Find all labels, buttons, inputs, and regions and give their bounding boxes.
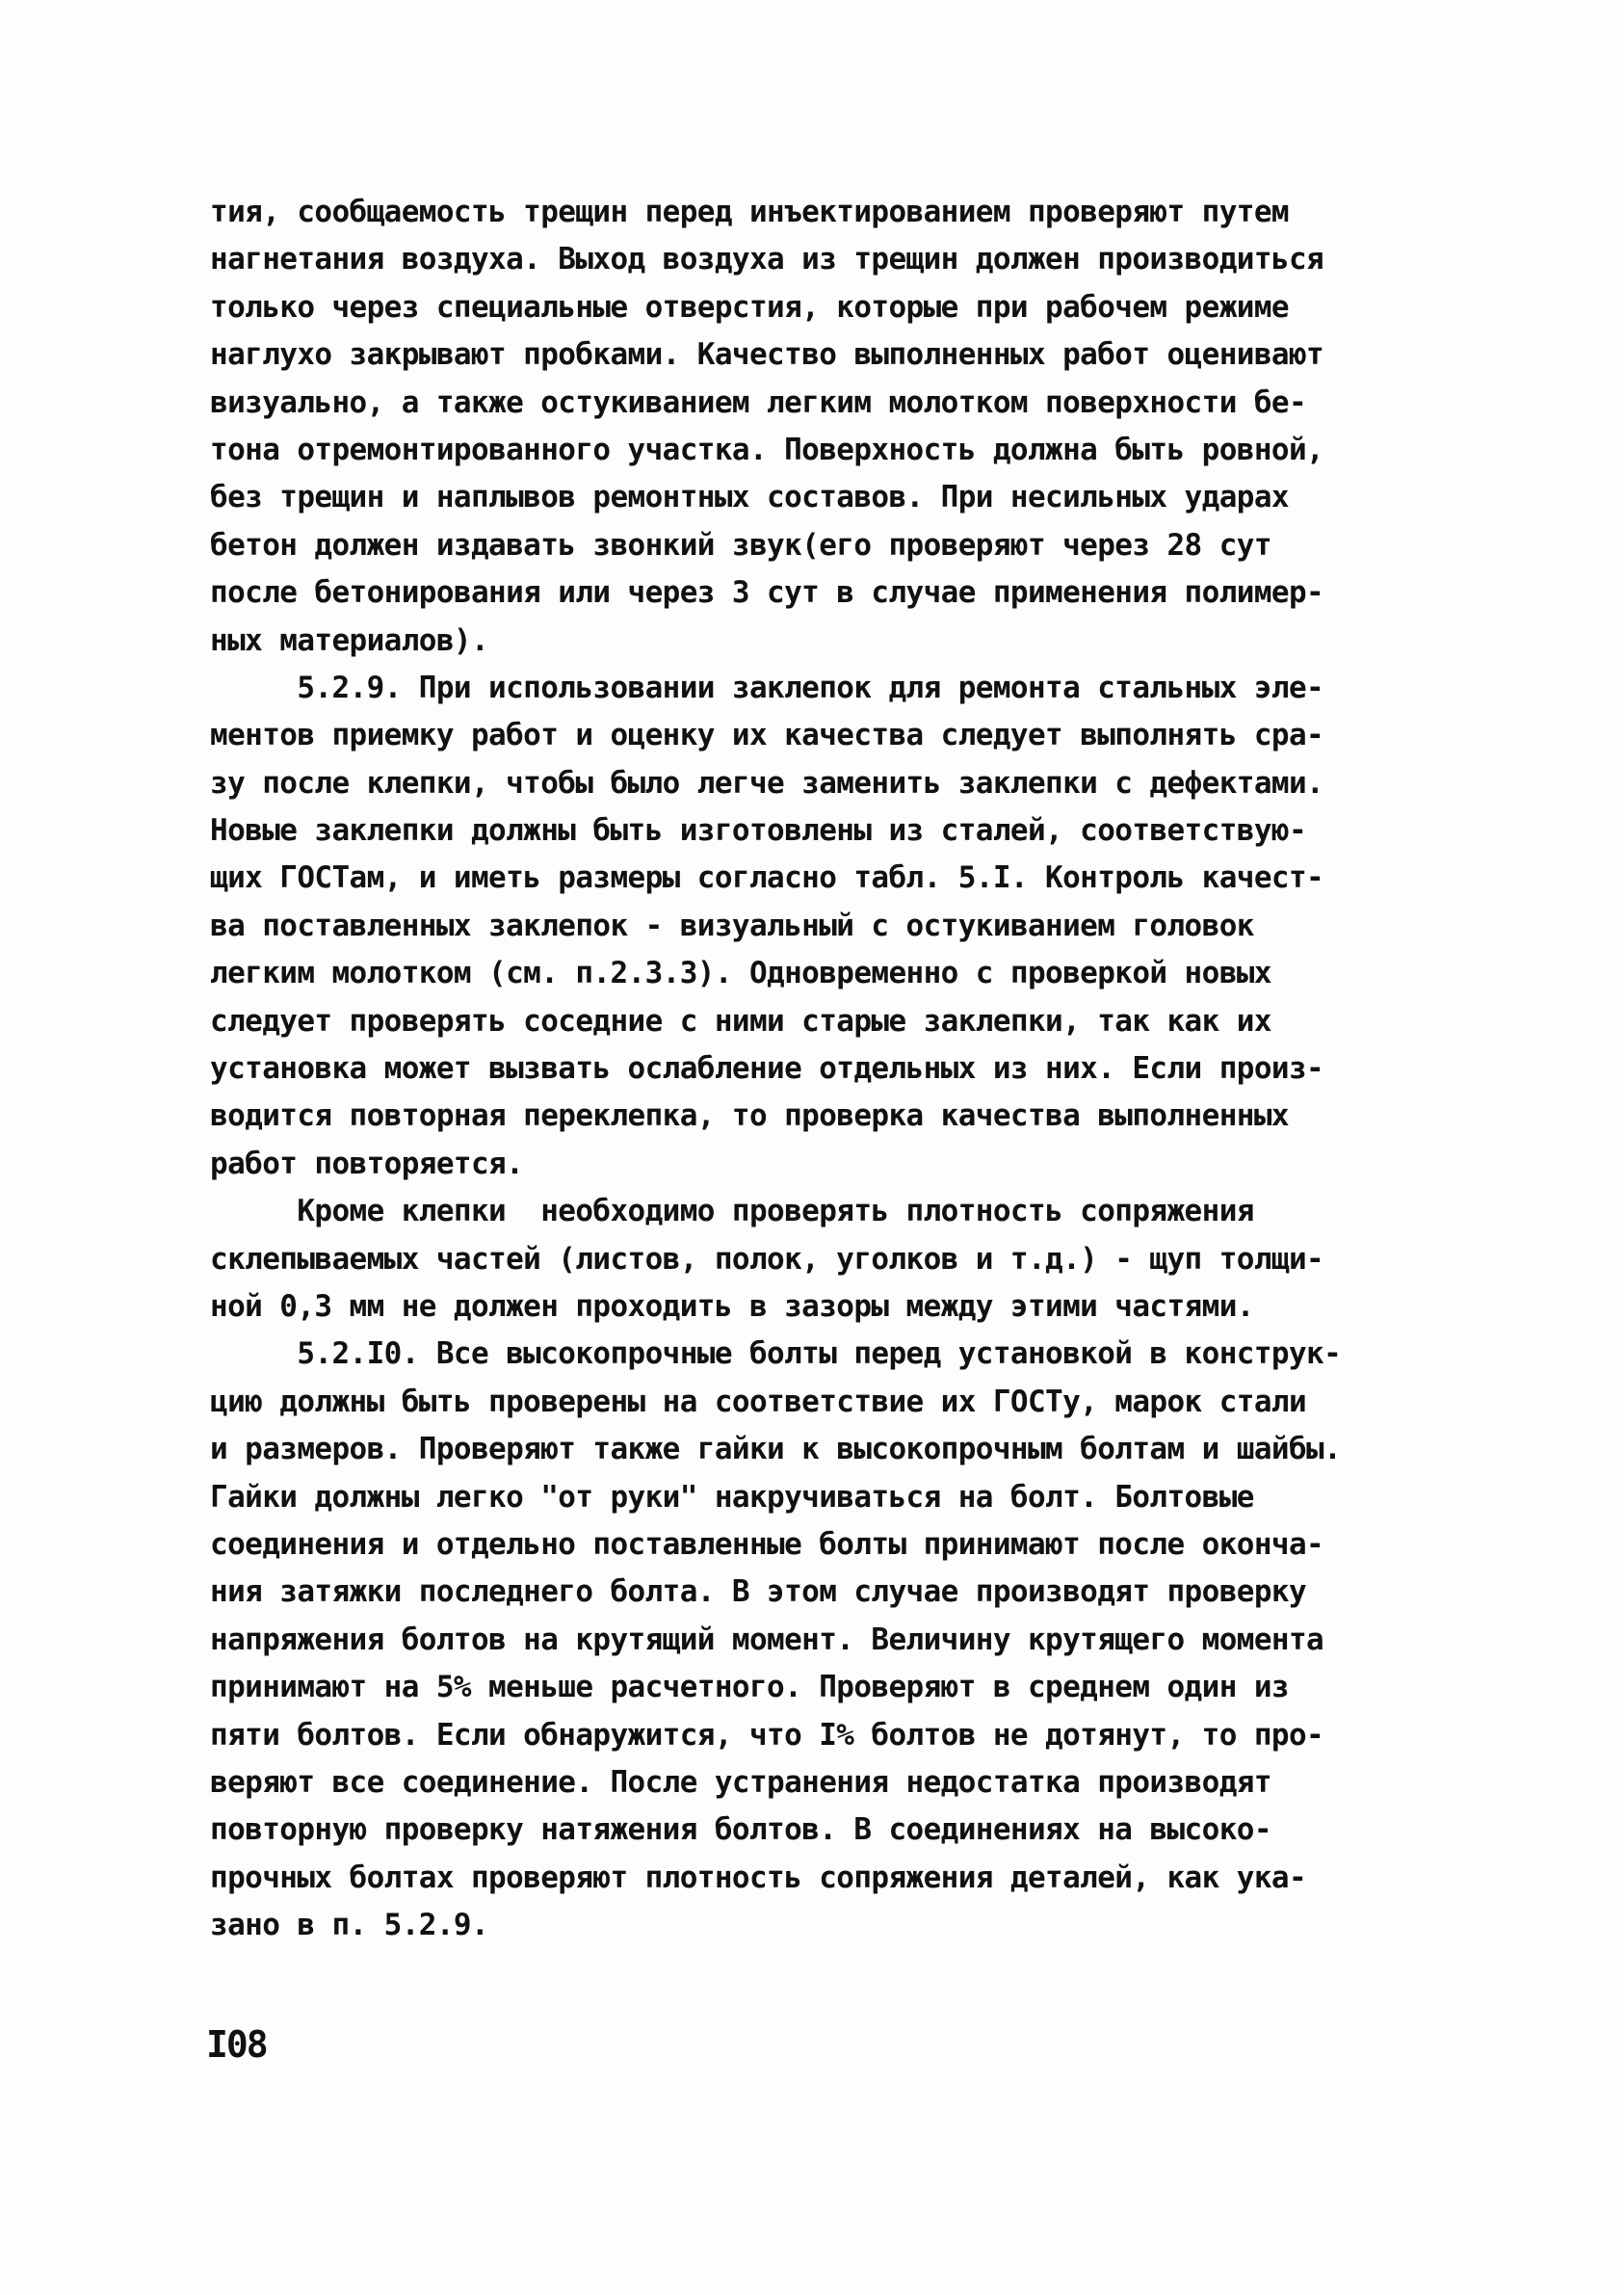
text-line: без трещин и наплывов ремонтных составов. При несильных ударах xyxy=(210,480,1289,515)
text-line: бетон должен издавать звонкий звук(его проверяют через 28 сут xyxy=(210,527,1271,563)
text-line: наглухо закрывают пробками. Качество выполненных работ оценивают xyxy=(210,337,1324,373)
text-line: работ повторяется. xyxy=(210,1146,524,1181)
text-line: после бетонирования или через 3 сут в случае применения полимер- xyxy=(210,575,1324,611)
text-line: Кроме клепки необходимо проверять плотность сопряжения xyxy=(210,1194,1254,1229)
text-line: установка может вызвать ослабление отдельных из них. Если произ- xyxy=(210,1051,1324,1087)
text-line: пяти болтов. Если обнаружится, что I% болтов не дотянут, то про- xyxy=(210,1717,1324,1753)
text-line: ва поставленных заклепок - визуальный с остукиванием головок xyxy=(210,908,1254,943)
text-line: Гайки должны легко "от руки" накручиваться на болт. Болтовые xyxy=(210,1479,1254,1515)
text-line: зу после клепки, чтобы было легче заменить заклепки с дефектами. xyxy=(210,765,1324,801)
text-line: и размеров. Проверяют также гайки к высокопрочным болтам и шайбы. xyxy=(210,1432,1342,1467)
text-line: 5.2.I0. Все высокопрочные болты перед установкой в конструк- xyxy=(210,1336,1342,1372)
text-line: повторную проверку натяжения болтов. В соединениях на высоко- xyxy=(210,1812,1271,1848)
text-line: ной 0,3 мм не должен проходить в зазоры между этими частями. xyxy=(210,1288,1254,1324)
text-line: веряют все соединение. После устранения недостатка производят xyxy=(210,1764,1271,1800)
text-line: ментов приемку работ и оценку их качества следует выполнять сра- xyxy=(210,718,1324,753)
body-text xyxy=(210,189,1481,1949)
text-line: водится повторная переклепка, то проверка качества выполненных xyxy=(210,1098,1289,1134)
text-line: тия, сообщаемость трещин перед инъектированием проверяют путем xyxy=(210,195,1289,229)
page-number: I08 xyxy=(206,2023,267,2066)
text-line: нагнетания воздуха. Выход воздуха из трещин должен производиться xyxy=(210,242,1324,277)
text-line: тона отремонтированного участка. Поверхность должна быть ровной, xyxy=(210,432,1324,467)
text-line: соединения и отдельно поставленные болты принимают после оконча- xyxy=(210,1526,1324,1562)
text-line: легким молотком (см. п.2.3.3). Одновременно с проверкой новых xyxy=(210,956,1271,991)
text-line: щих ГОСТам, и иметь размеры согласно табл. 5.I. Контроль качест- xyxy=(210,860,1324,896)
text-line: ния затяжки последнего болта. В этом случае производят проверку xyxy=(210,1574,1307,1610)
text-line: прочных болтах проверяют плотность сопряжения деталей, как ука- xyxy=(210,1860,1307,1895)
text-line: принимают на 5% меньше расчетного. Проверяют в среднем один из xyxy=(210,1670,1289,1705)
text-line: склепываемых частей (листов, полок, уголков и т.д.) - щуп толщи- xyxy=(210,1241,1324,1277)
text-line: Новые заклепки должны быть изготовлены из сталей, соответствую- xyxy=(210,813,1307,849)
text-line: ных материалов). xyxy=(210,622,489,658)
text-line: зано в п. 5.2.9. xyxy=(210,1908,489,1943)
text-line: 5.2.9. При использовании заклепок для ремонта стальных эле- xyxy=(210,670,1324,705)
text-line: визуально, а также остукиванием легким молотком поверхности бе- xyxy=(210,384,1307,420)
text-line: цию должны быть проверены на соответствие их ГОСТу, марок стали xyxy=(210,1384,1307,1419)
text-line: напряжения болтов на крутящий момент. Величину крутящего момента xyxy=(210,1622,1324,1657)
text-line: следует проверять соседние с ними старые заклепки, так как их xyxy=(210,1003,1271,1039)
text-line: только через специальные отверстия, которые при рабочем режиме xyxy=(210,289,1289,325)
